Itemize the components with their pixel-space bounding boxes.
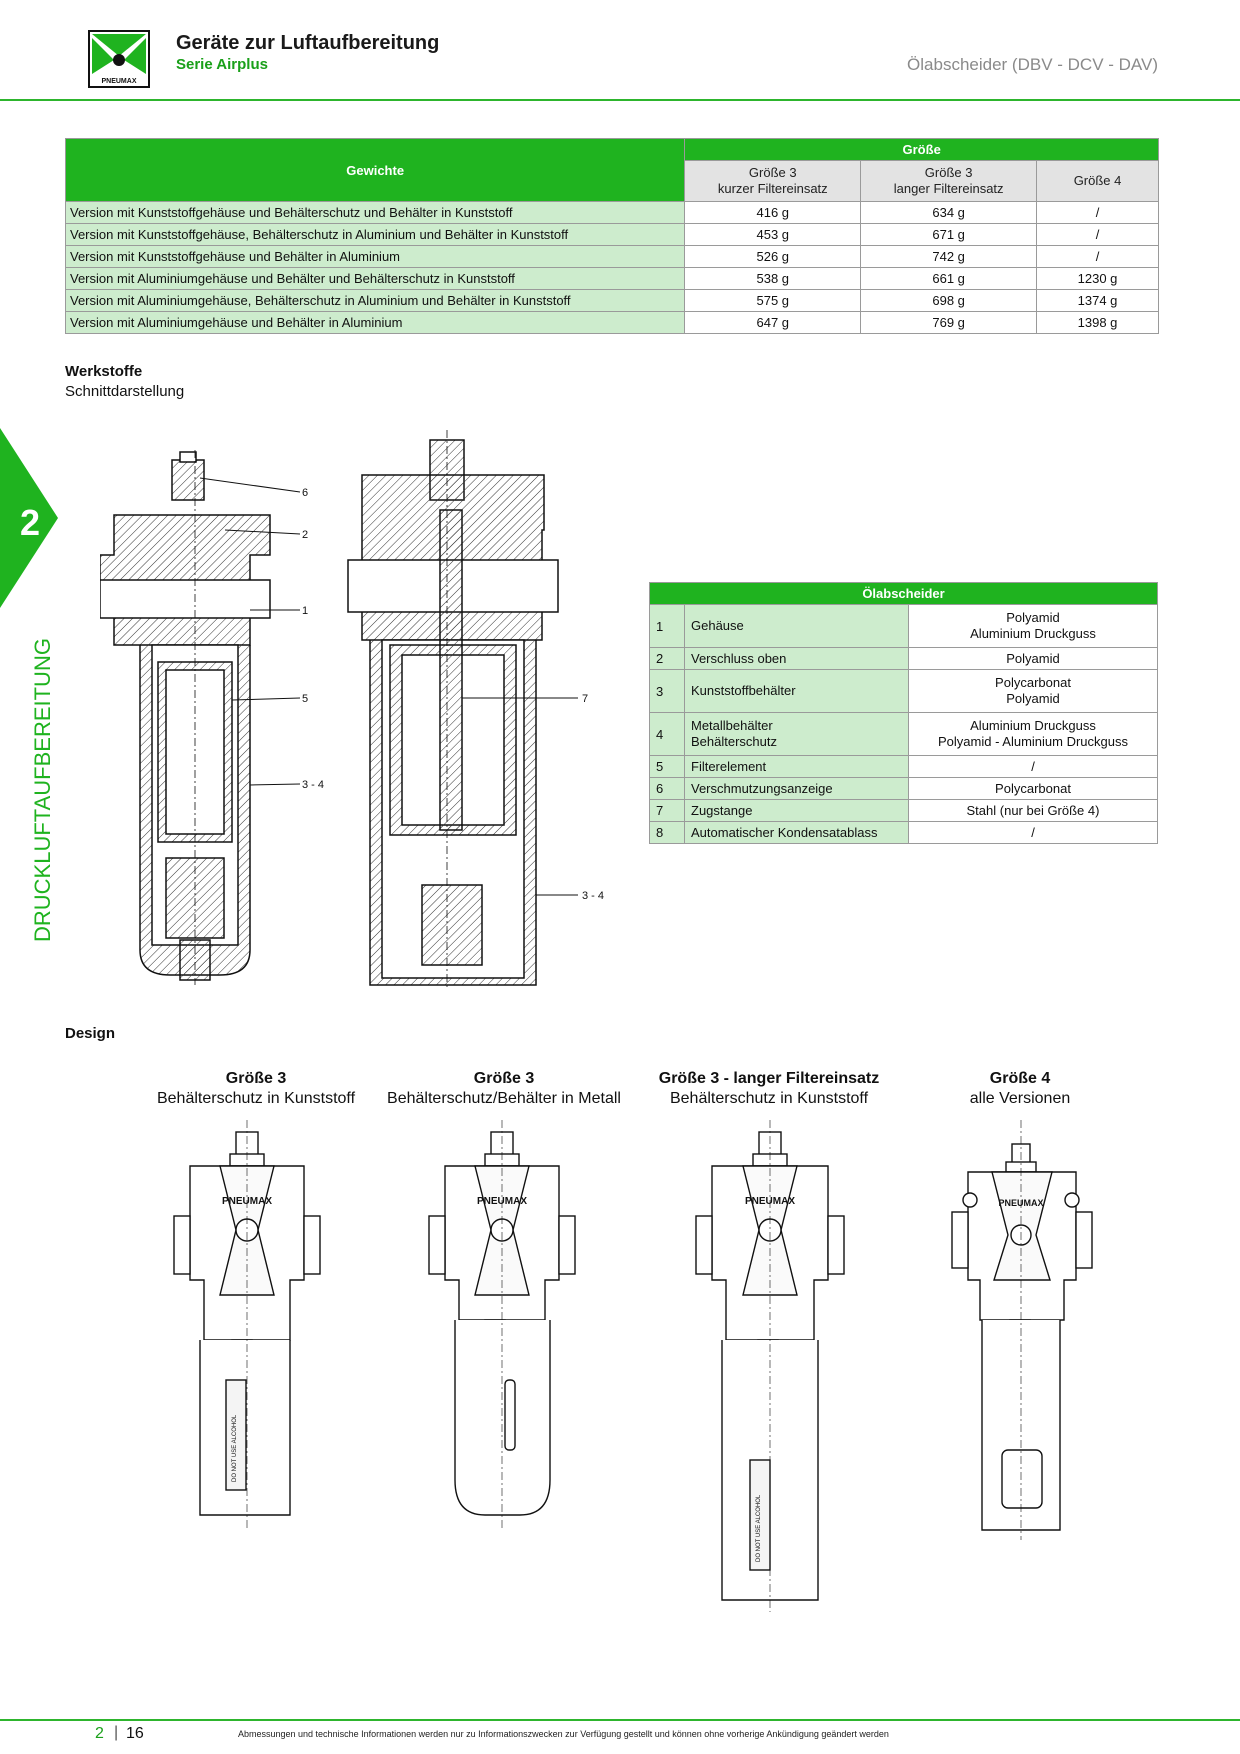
weight-value: 671 g [861,224,1037,246]
part-label: 3 - 4 [302,779,325,791]
page-number: 16 [126,1725,144,1742]
table-row [650,648,1158,670]
table-row [66,246,1159,268]
weight-value: 769 g [861,312,1037,334]
material-line: Aluminium Druckguss [970,718,1096,733]
materials-header-row [650,583,1158,605]
weights-header-group: Größe [685,139,1159,161]
column-line1: Größe 4 [1073,173,1122,188]
row-label: Version mit Kunststoffgehäuse, Behälterschutz in Aluminium und Behälter in Kunststoff [66,224,685,246]
part-label: 2 [302,529,309,541]
part-name: Verschluss oben [685,648,909,670]
table-row [650,670,1158,713]
section-title: Ölabscheider (DBV - DCV - DAV) [907,55,1158,74]
part-label: 5 [302,693,309,705]
weight-value: 647 g [685,312,861,334]
unit-size3-long [696,1120,844,1612]
design-heading: Design [65,1025,116,1042]
footer-divider [0,1719,1240,1721]
design-caption [374,1069,634,1109]
material-line: Polyamid [1006,610,1060,625]
weight-value: 634 g [861,202,1037,224]
part-number: 2 [650,648,685,670]
row-label: Version mit Kunststoffgehäuse und Behälter in Aluminium [66,246,685,268]
pneumax-logo [88,30,150,88]
weight-value: 698 g [861,290,1037,312]
name-line: Behälterschutz [691,734,777,749]
weight-value: 526 g [685,246,861,268]
weight-value: 1230 g [1037,268,1159,290]
chapter-number: 2 [20,502,41,543]
row-label: Version mit Aluminiumgehäuse, Behälterschutz in Aluminium und Behälter in Kunststoff [66,290,685,312]
weights-header-label: Gewichte [66,139,685,202]
weight-value: 1398 g [1037,312,1159,334]
part-label: 3 - 4 [582,890,605,902]
document-subtitle: Serie Airplus [176,56,268,73]
row-label: Version mit Kunststoffgehäuse und Behälterschutz und Behälter in Kunststoff [66,202,685,224]
table-row [650,756,1158,778]
design-caption-title: Größe 3 [473,1070,535,1087]
chapter-title-vertical [28,612,58,942]
cutaway-drawing [100,430,660,1000]
table-row [650,800,1158,822]
part-number: 7 [650,800,685,822]
table-row [650,713,1158,756]
part-name: Automatischer Kondensatablass [685,822,909,844]
part-material [909,670,1158,713]
part-material [909,605,1158,648]
weight-value: 661 g [861,268,1037,290]
table-row [66,268,1159,290]
weight-value: 1374 g [1037,290,1159,312]
design-caption-subtitle: Behälterschutz/Behälter in Metall [387,1090,621,1107]
weight-value: 742 g [861,246,1037,268]
part-material: / [909,756,1158,778]
part-number: 6 [650,778,685,800]
table-row [650,822,1158,844]
part-material: Stahl (nur bei Größe 4) [909,800,1158,822]
design-caption-title: Größe 3 [225,1070,287,1087]
part-name: Gehäuse [685,605,909,648]
column-line1: Größe 3 [924,165,973,180]
part-material: / [909,822,1158,844]
column-line2: langer Filtereinsatz [893,181,1004,196]
header-divider [0,99,1240,101]
part-material [909,713,1158,756]
weights-column-header [685,161,861,202]
design-caption [890,1069,1150,1109]
footer-chapter: 2 [95,1725,104,1742]
weight-value: 538 g [685,268,861,290]
design-caption [126,1069,386,1109]
cutaway-size3 [100,450,270,985]
part-name: Kunststoffbehälter [685,670,909,713]
weight-value: 416 g [685,202,861,224]
weight-value: 575 g [685,290,861,312]
part-label: 1 [302,605,309,617]
weights-table [65,138,1159,334]
design-caption-title: Größe 3 - langer Filtereinsatz [658,1070,880,1087]
materials-header: Ölabscheider [650,583,1158,605]
name-line: Metallbehälter [691,718,773,733]
warning-label: DO NOT USE ALCOHOL [232,1414,238,1482]
column-line2: kurzer Filtereinsatz [717,181,828,196]
part-number: 4 [650,713,685,756]
weight-value: / [1037,202,1159,224]
part-label: 7 [582,693,589,705]
part-number: 8 [650,822,685,844]
part-number: 1 [650,605,685,648]
part-name [685,713,909,756]
logo-text: PNEUMAX [101,78,137,85]
part-material: Polyamid [909,648,1158,670]
part-label: 6 [302,487,309,499]
material-line: Polyamid [1006,691,1060,706]
design-caption-title: Größe 4 [989,1070,1051,1087]
weight-value: / [1037,224,1159,246]
part-name: Zugstange [685,800,909,822]
column-line1: Größe 3 [748,165,797,180]
table-row [66,224,1159,246]
weight-value: 453 g [685,224,861,246]
weights-column-header [861,161,1037,202]
design-caption-subtitle: Behälterschutz in Kunststoff [156,1090,356,1107]
werkstoffe-heading: Werkstoffe [65,363,143,380]
body-brand: PNEUMAX [998,1198,1044,1208]
footer-disclaimer: Abmessungen und technische Informationen werden nur zu Informationszwecken zur Verfügung gestellt und können ohne vorherige Ankündigung geändert werden [238,1729,889,1739]
unit-size3-metal [429,1120,575,1530]
part-name: Verschmutzungsanzeige [685,778,909,800]
table-row [650,778,1158,800]
material-line: Polycarbonat [995,675,1071,690]
weights-column-header [1037,161,1159,202]
weight-value: / [1037,246,1159,268]
body-brand: PNEUMAX [476,1196,528,1207]
material-line: Aluminium Druckguss [970,626,1096,641]
design-caption-subtitle: Behälterschutz in Kunststoff [669,1090,869,1107]
table-row [66,290,1159,312]
design-caption [639,1069,899,1109]
table-row [66,312,1159,334]
unit-size4 [952,1120,1092,1540]
part-number: 3 [650,670,685,713]
warning-label: DO NOT USE ALCOHOL [756,1494,762,1562]
part-material: Polycarbonat [909,778,1158,800]
design-drawings [140,1120,1120,1620]
part-name: Filterelement [685,756,909,778]
table-row [66,202,1159,224]
weights-header-row [66,139,1159,161]
row-label: Version mit Aluminiumgehäuse und Behälter in Aluminium [66,312,685,334]
design-caption-subtitle: alle Versionen [969,1090,1071,1107]
chapter-title-text: DRUCKLUFTAUFBEREITUNG [30,638,55,942]
part-number: 5 [650,756,685,778]
document-title: Geräte zur Luftaufbereitung [176,32,440,54]
row-label: Version mit Aluminiumgehäuse und Behälter und Behälterschutz in Kunststoff [66,268,685,290]
footer-separator: | [114,1724,119,1741]
table-row [650,605,1158,648]
cutaway-size4 [348,430,558,990]
materials-table [649,582,1158,844]
body-brand: PNEUMAX [221,1196,273,1207]
unit-size3-plastic [174,1120,320,1530]
sectional-view-label: Schnittdarstellung [65,383,185,400]
material-line: Polyamid - Aluminium Druckguss [937,734,1128,749]
body-brand: PNEUMAX [744,1196,796,1207]
